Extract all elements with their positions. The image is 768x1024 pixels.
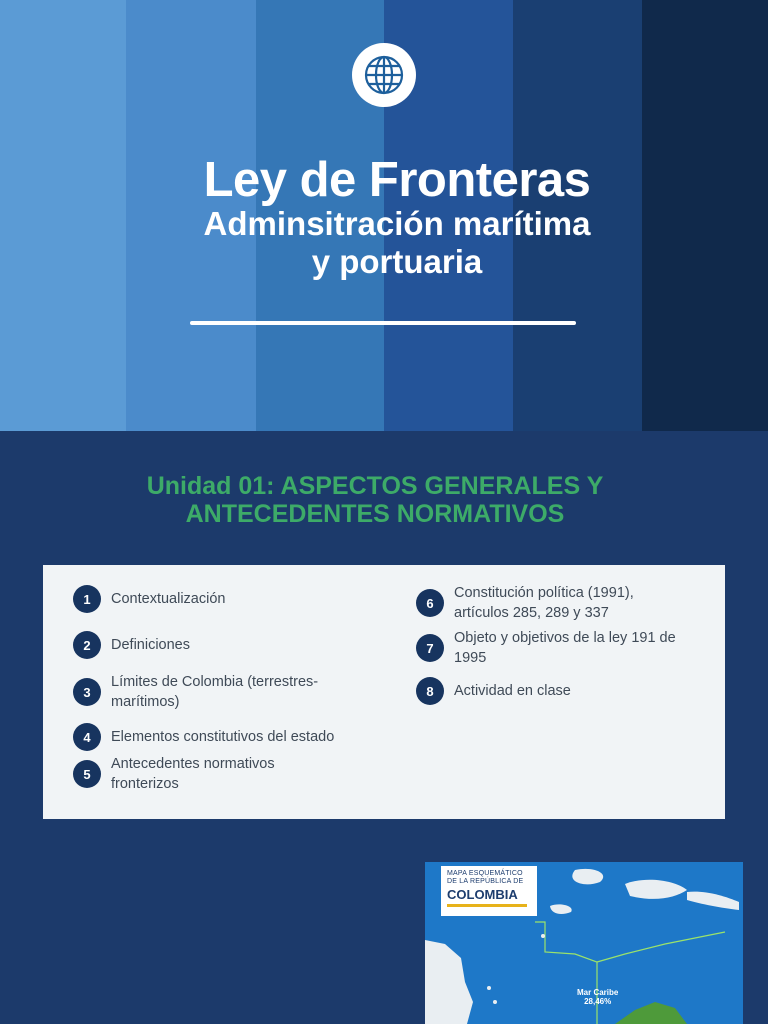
topic-item-7 <box>416 628 711 668</box>
topic-label: Límites de Colombia (terrestres-marítimos) <box>111 674 319 710</box>
unit-title-line-2: ANTECEDENTES NORMATIVOS <box>185 500 565 528</box>
topic-number: 1 <box>73 585 101 613</box>
topic-number: 5 <box>73 760 101 788</box>
map-badge-country: COLOMBIA <box>447 887 518 902</box>
colombia-map-image <box>425 862 743 1024</box>
topic-label: Antecedentes normativos fronterizos <box>111 756 275 792</box>
topic-item-2 <box>73 631 403 659</box>
map-sea-percent: 28,46% <box>584 997 612 1006</box>
topic-number: 8 <box>416 677 444 705</box>
topic-label: Objeto y objetivos de la ley 191 de 1995 <box>454 630 676 666</box>
page-subtitle-line-1: Adminsitración marítima <box>203 205 591 242</box>
map-sea-label <box>577 988 618 1006</box>
unit-title <box>0 472 750 528</box>
map-sea-name: Mar Caribe <box>577 988 619 997</box>
topic-label: Actividad en clase <box>454 683 571 699</box>
topic-item-6 <box>416 583 676 623</box>
topic-item-3 <box>73 672 363 712</box>
topic-number: 2 <box>73 631 101 659</box>
map-badge-line-1: MAPA ESQUEMÁTICO <box>447 870 523 877</box>
topic-label: Constitución política (1991), artículos 285, 289 y 337 <box>454 585 634 621</box>
map-badge-line-2: DE LA REPÚBLICA DE <box>447 878 524 885</box>
title-divider <box>190 321 576 325</box>
topics-card <box>43 565 725 819</box>
topic-label: Definiciones <box>111 637 190 653</box>
topic-number: 3 <box>73 678 101 706</box>
topic-item-5 <box>73 754 333 794</box>
map-badge <box>441 866 537 916</box>
page-title: Ley de Fronteras <box>203 153 591 207</box>
page-subtitle-line-2: y portuaria <box>311 243 483 280</box>
map-badge-underline <box>447 904 527 907</box>
topic-item-1 <box>73 585 403 613</box>
topic-item-4 <box>73 723 403 751</box>
topic-number: 7 <box>416 634 444 662</box>
topic-number: 6 <box>416 589 444 617</box>
topic-item-8 <box>416 677 696 705</box>
globe-icon <box>363 54 405 96</box>
globe-badge <box>352 43 416 107</box>
unit-title-line-1: Unidad 01: ASPECTOS GENERALES Y <box>146 472 604 500</box>
topic-number: 4 <box>73 723 101 751</box>
topic-label: Elementos constitutivos del estado <box>111 729 335 745</box>
topic-label: Contextualización <box>111 591 226 607</box>
page-subtitle <box>0 205 768 281</box>
